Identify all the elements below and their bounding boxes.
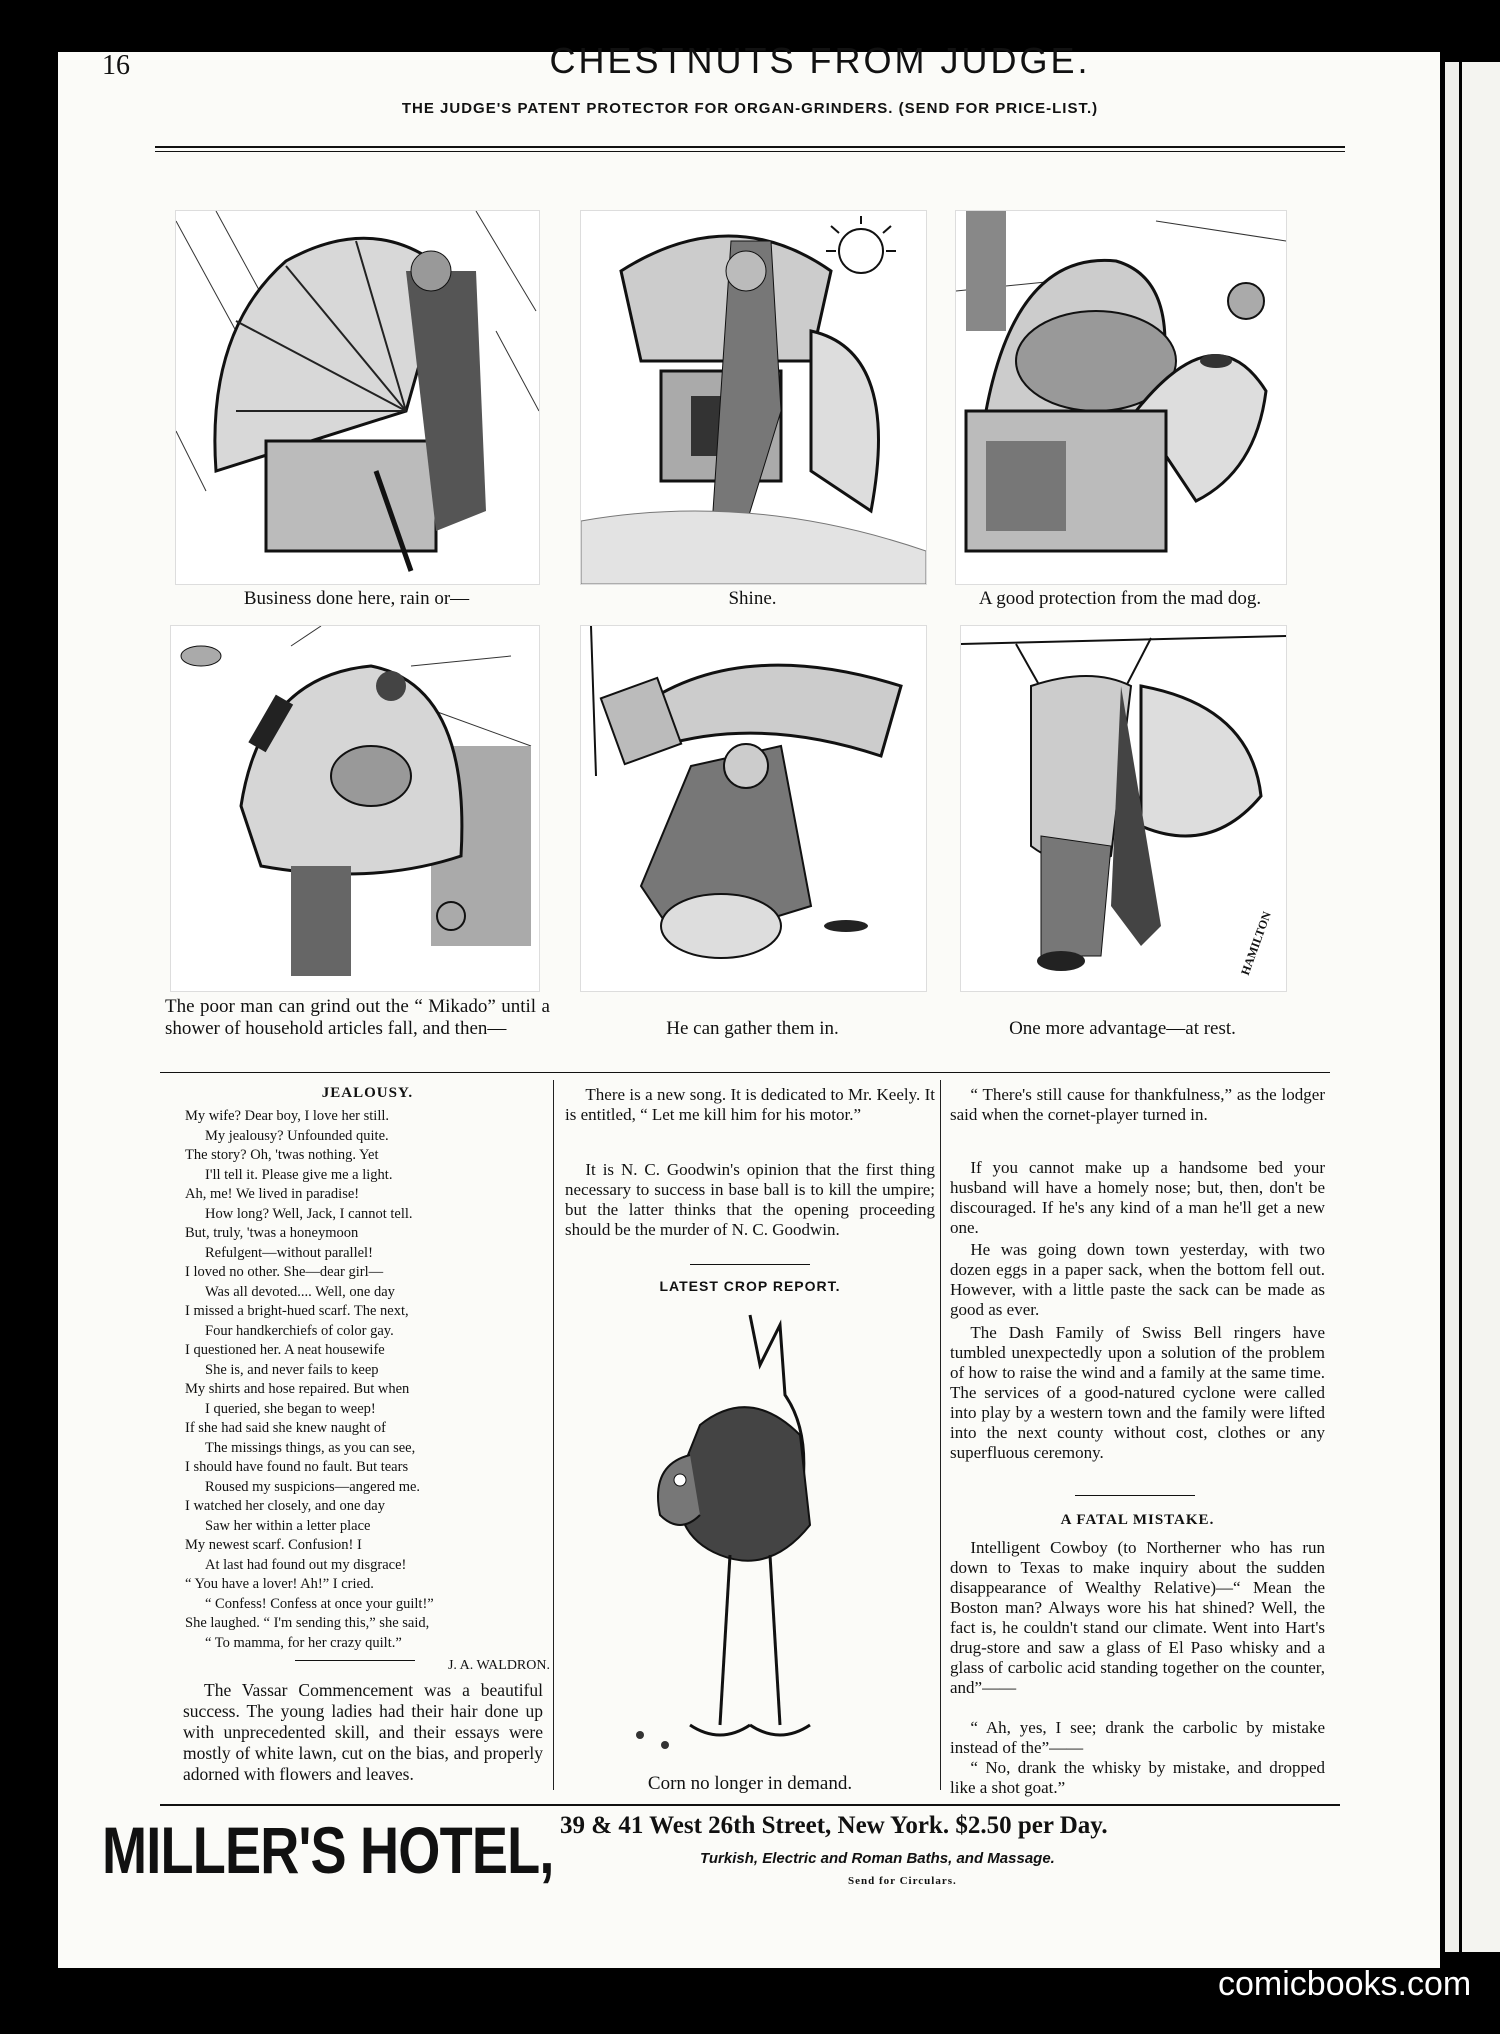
household-articles-illustration — [171, 626, 539, 991]
poem-title: JEALOUSY. — [321, 1085, 414, 1101]
watermark: comicbooks.com — [1218, 1965, 1472, 2003]
poem-line: My jealousy? Unfounded quite. — [205, 1127, 389, 1144]
header-rule-top — [155, 146, 1345, 148]
fatal-mistake-title: A FATAL MISTAKE. — [1060, 1512, 1215, 1528]
poem-lines — [185, 1107, 550, 1653]
poem-rule — [295, 1660, 415, 1661]
fatal-mistake-reply-2: “ No, drank the whisky by mistake, and dropped like a shot goat.” — [950, 1758, 1325, 1797]
goodwin-paragraph: It is N. C. Goodwin's opinion that the first thing necessary to success in base ball is to kill the umpire; but the latter thinks that the opening proceeding should be the murder of N. C. Goodwin. — [565, 1160, 935, 1239]
poem-line: I queried, she began to weep! — [205, 1400, 376, 1417]
ad-top-rule — [160, 1804, 1340, 1806]
poem-line: Saw her within a letter place — [205, 1517, 371, 1534]
crow-cornstalk-illustration — [610, 1305, 900, 1765]
panel-caption-4: The poor man can grind out the “ Mikado” until a shower of household articles fall, and then— — [165, 996, 550, 1039]
cornet-paragraph: “ There's still cause for thankfulness,” as the lodger said when the cornet-player turned in. — [950, 1085, 1325, 1124]
poem-line: The story? Oh, 'twas nothing. Yet — [185, 1147, 379, 1163]
bell-ringers-paragraph: The Dash Family of Swiss Bell ringers have tumbled unexpectedly upon a solution of the problem of how to raise the wind and a family at the same time. The services of a good-natured cyclone were called into play by a western town and the family were lifted into the next county without cost, clothes or any superfluous ceremony. — [950, 1323, 1325, 1462]
poem-line: I questioned her. A neat housewife — [185, 1342, 385, 1358]
ad-address-line: 39 & 41 West 26th Street, New York. $2.50 per Day. — [560, 1812, 1108, 1839]
poem-line: I missed a bright-hued scarf. The next, — [185, 1303, 409, 1319]
section-rule — [160, 1072, 1330, 1073]
ad-circulars-line: Send for Circulars. — [848, 1875, 957, 1887]
poem-line: I watched her closely, and one day — [185, 1498, 385, 1514]
poem-line: “ You have a lover! Ah!” I cried. — [185, 1576, 374, 1592]
middle-rule — [690, 1264, 810, 1265]
poem-line: My shirts and hose repaired. But when — [185, 1381, 410, 1397]
page-edge — [1445, 62, 1459, 1952]
hammock-rest-illustration — [961, 626, 1286, 991]
organ-grinder-rain-illustration — [176, 211, 539, 584]
gather-articles-illustration — [581, 626, 926, 991]
panel-caption-2: Shine. — [728, 588, 777, 609]
poem-line: My wife? Dear boy, I love her still. — [185, 1108, 390, 1124]
poem-line: The missings things, as you can see, — [205, 1439, 416, 1456]
homely-nose-paragraph: If you cannot make up a handsome bed your husband will have a homely nose; but, then, don't be discouraged. If he's any kind of a man he'll get a new one. — [950, 1158, 1325, 1237]
poem-line: “ Confess! Confess at once your guilt!” — [205, 1595, 434, 1612]
panel-caption-5: He can gather them in. — [666, 1018, 839, 1039]
vassar-paragraph: The Vassar Commencement was a beautiful success. The young ladies had their hair done up with unprecedented skill, and their essays were mostly of white lawn, cut on the bias, and properly adorned with flowers and leaves. — [183, 1680, 543, 1784]
cartoon-panel-rain — [175, 210, 540, 585]
poem-line: Refulgent—without parallel! — [205, 1244, 373, 1261]
header-rule-bottom — [155, 151, 1345, 152]
cartoon-panel-gather — [580, 625, 927, 992]
fatal-mistake-text: Intelligent Cowboy (to Northerner who has run down to Texas to make inquiry about the sudden disappearance of Wealthy Relative)—“ Mean the Boston man? Always wore his hat shined? Well, the fact is, he couldn't stand our climate. Went into Hart's drug-store and saw a glass of El Paso whisky and a glass of carbolic acid standing together on the counter, and”—— — [950, 1538, 1325, 1697]
next-page-edge — [1462, 62, 1500, 1952]
poem-line: Roused my suspicions—angered me. — [205, 1478, 421, 1495]
cartoon-panel-dog — [955, 210, 1287, 585]
poem-line: Ah, me! We lived in paradise! — [185, 1186, 360, 1202]
poem-line: She laughed. “ I'm sending this,” she said, — [185, 1615, 430, 1631]
organ-grinder-dog-illustration — [956, 211, 1286, 584]
organ-grinder-sun-illustration — [581, 211, 926, 584]
crop-report-caption: Corn no longer in demand. — [647, 1773, 853, 1794]
crop-report-title: LATEST CROP REPORT. — [659, 1278, 841, 1294]
crop-report-cartoon — [610, 1305, 900, 1765]
page-header: CHESTNUTS FROM JUDGE. — [549, 40, 1091, 81]
eggs-paragraph: He was going down town yesterday, with two dozen eggs in a paper sack, when the bottom fell out. However, with a little paste the sack can be made as good as ever. — [950, 1240, 1325, 1319]
ad-hotel-name: MILLER'S HOTEL, — [102, 1813, 554, 1887]
poem-line: At last had found out my disgrace! — [205, 1556, 407, 1573]
poem-line: I'll tell it. Please give me a light. — [205, 1166, 393, 1183]
poem-author: J. A. WALDRON. — [447, 1658, 550, 1673]
page-number: 16 — [102, 50, 130, 81]
poem-line: Was all devoted.... Well, one day — [205, 1283, 395, 1300]
poem-line: But, truly, 'twas a honeymoon — [185, 1225, 359, 1241]
cartoon-subtitle: THE JUDGE'S PATENT PROTECTOR FOR ORGAN-GRINDERS. (SEND FOR PRICE-LIST.) — [401, 100, 1099, 117]
poem-line: If she had said she knew naught of — [185, 1420, 386, 1436]
poem-column — [185, 1083, 550, 1676]
panel-caption-3: A good protection from the mad dog. — [978, 588, 1262, 609]
column-divider-2 — [940, 1080, 941, 1790]
poem-line: I should have found no fault. But tears — [185, 1459, 409, 1475]
artist-signature: HAMILTON — [1237, 909, 1274, 978]
cartoon-panel-mikado — [170, 625, 540, 992]
panel-caption-6: One more advantage—at rest. — [1009, 1018, 1236, 1039]
panel-caption-1: Business done here, rain or— — [243, 588, 470, 609]
poem-line: I loved no other. She—dear girl— — [185, 1264, 384, 1280]
poem-line: She is, and never fails to keep — [205, 1361, 379, 1378]
poem-line: Four handkerchiefs of color gay. — [205, 1322, 394, 1339]
cartoon-panel-shine — [580, 210, 927, 585]
fatal-mistake-reply-1: “ Ah, yes, I see; drank the carbolic by mistake instead of the”—— — [950, 1718, 1325, 1757]
column-divider-1 — [553, 1080, 554, 1790]
poem-line: “ To mamma, for her crazy quilt.” — [205, 1634, 402, 1651]
right-rule — [1075, 1495, 1195, 1496]
cartoon-panel-rest — [960, 625, 1287, 992]
poem-line: My newest scarf. Confusion! I — [185, 1537, 362, 1553]
keely-paragraph: There is a new song. It is dedicated to Mr. Keely. It is entitled, “ Let me kill him for his motor.” — [565, 1085, 935, 1124]
ad-baths-line: Turkish, Electric and Roman Baths, and Massage. — [700, 1850, 1055, 1867]
poem-line: How long? Well, Jack, I cannot tell. — [205, 1205, 413, 1222]
